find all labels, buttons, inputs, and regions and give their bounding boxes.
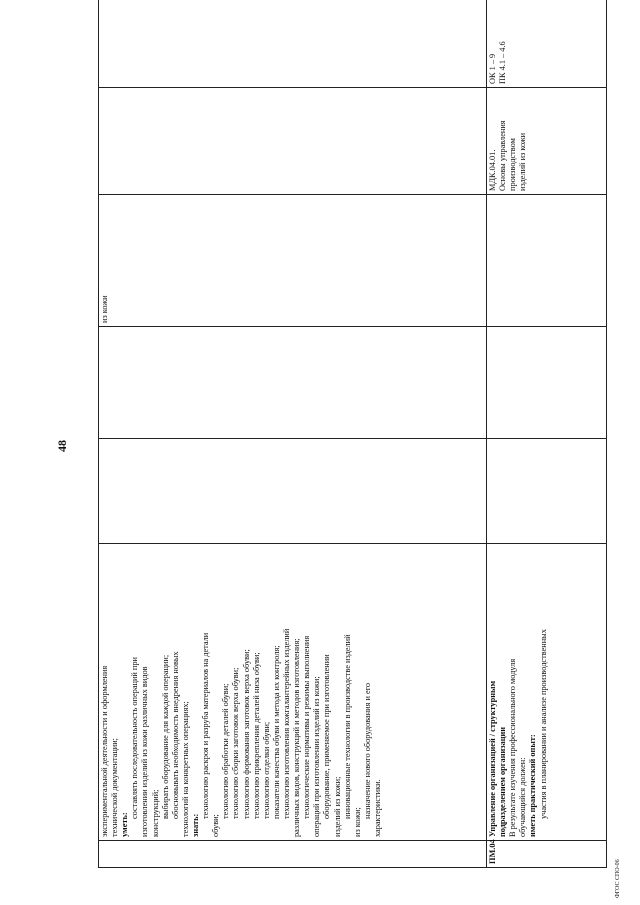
- text-line: технологий на конкретных операциях;: [180, 701, 190, 837]
- row1-hours-cell: [99, 439, 487, 544]
- text-line: различных видов, конструкций и методов изготовления;: [292, 638, 302, 837]
- curriculum-table: [98, 0, 607, 868]
- text-line: технологию раскроя и разруба материалов на детали: [201, 632, 211, 819]
- text-line: иметь практический опыт:: [528, 734, 538, 837]
- text-line: экспериментальной деятельности и оформления: [100, 665, 109, 837]
- text-line: уметь:: [120, 812, 130, 837]
- text-line: назначение нового оборудования и его: [362, 682, 372, 819]
- text-line: конструкций;: [150, 789, 160, 837]
- rotated-table-container: [98, 28, 606, 868]
- text-line: изделий из кожи;: [332, 776, 342, 837]
- row1-content-cell: [99, 544, 487, 841]
- text-line: операций при изготовлении изделий из кожи;: [312, 676, 322, 837]
- text-line: участия в планировании и анализе производственных: [538, 629, 548, 819]
- row1-classroom-cell: [99, 327, 487, 439]
- text-line: изготовлении изделий из кожи различных видов: [140, 666, 150, 837]
- text-line: производством: [508, 138, 518, 191]
- page-number: 48: [55, 440, 69, 452]
- text-line: изделий из кожи: [518, 132, 528, 191]
- table-row: [487, 0, 607, 868]
- row2-discipline-cell: [487, 195, 607, 327]
- text-line: Основы управления: [498, 120, 508, 191]
- row2-content-cell: [487, 544, 607, 841]
- text-line: обучающийся должен:: [518, 757, 528, 837]
- text-line: технологию прикрепления деталей низа обуви;: [251, 652, 261, 819]
- table-row: [99, 0, 487, 868]
- text-line: из кожи;: [352, 807, 362, 837]
- text-line: технологию формования заготовок верха обуви;: [241, 649, 251, 819]
- row2-hours-cell: [487, 439, 607, 544]
- text-line: обуви;: [211, 814, 221, 837]
- text-line: характеристики.: [372, 779, 382, 837]
- text-line: ОК 1 – 9: [488, 53, 497, 84]
- text-line: обосновывать необходимость внедрения новых: [170, 651, 180, 819]
- row1-code-cell: [99, 841, 487, 868]
- row2-classroom-cell: [487, 327, 607, 439]
- text-line: инновационные технологии в производстве изделий: [342, 634, 352, 819]
- text-line: ПК 4.1 – 4.6: [498, 41, 508, 84]
- text-line: технологию обработки деталей обуви;: [221, 683, 231, 819]
- row1-discipline-cell: из кожи: [99, 195, 487, 327]
- text-line: технологические нормативы и режимы выполнения: [302, 635, 312, 819]
- row1-module-cell: [99, 88, 487, 195]
- text-line: технологию изготовления кожгалантерейных изделий: [281, 628, 291, 819]
- text-line: оборудование, применяемое при изготовлении: [322, 654, 332, 819]
- row2-module-cell: [487, 88, 607, 195]
- row1-competence-cell: [99, 0, 487, 88]
- row2-code-cell: ПМ.04: [487, 841, 607, 868]
- text-line: выбирать оборудование для каждой операции;: [160, 654, 170, 819]
- text-line: составлять последовательность операций при: [130, 657, 140, 819]
- text-line: технологию сборки заготовок верха обуви;: [231, 667, 241, 819]
- text-line: показатели качества обуви и метода их контроля;: [271, 645, 281, 819]
- text-line: знать:: [190, 813, 200, 837]
- footer-standard-code: ФГОС СПО-06: [615, 859, 621, 898]
- text-line: В результате изучения профессионального модуля: [508, 658, 518, 837]
- text-line: МДК.04.01.: [488, 149, 497, 191]
- text-line: Управление организацией / структурным: [488, 680, 497, 837]
- text-line: подразделением организации: [498, 726, 508, 837]
- row2-competence-cell: [487, 0, 607, 88]
- text-line: технологию отделки обуви;: [261, 721, 271, 819]
- text-line: технической документации;: [110, 738, 120, 837]
